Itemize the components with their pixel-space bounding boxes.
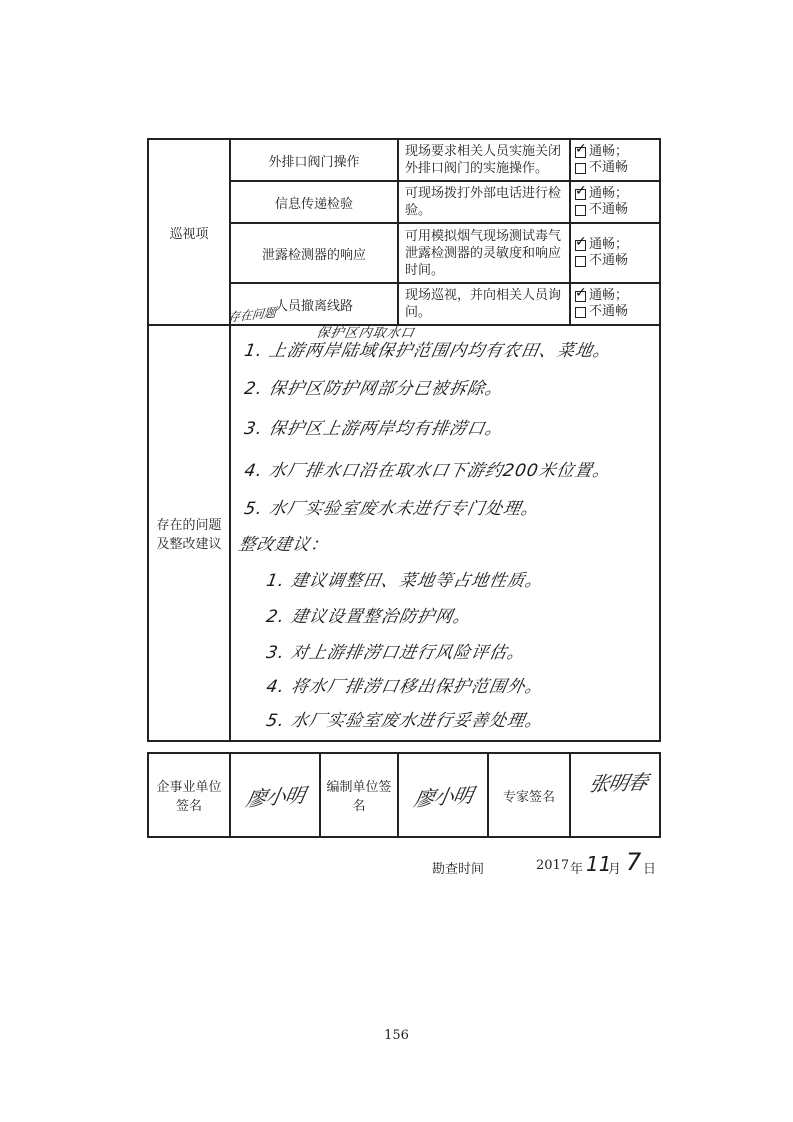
company-label-cell [148, 753, 230, 837]
inspection-desc: 现场巡视，并向相关人员询问。 [405, 288, 562, 320]
handwritten-line: 1. 上游两岸陆域保护范围内均有农田、菜地。 [242, 341, 613, 361]
date-year-unit: 年 [570, 862, 584, 877]
handwritten-overwrite: 存在问题 [227, 305, 277, 325]
status-option-blocked: 不通畅 [589, 304, 629, 319]
issues-row [148, 325, 660, 741]
company-signature: 廖小明 [243, 782, 306, 811]
expert-signature: 张明春 [586, 769, 649, 796]
status-option-smooth: 通畅； [589, 237, 629, 252]
checkbox-empty-icon [575, 205, 586, 216]
inspection-desc: 可现场拨打外部电话进行检验。 [405, 186, 562, 218]
status-option-blocked: 不通畅 [589, 160, 629, 175]
date-day: 7 [626, 848, 642, 876]
compiler-label-cell [320, 753, 398, 837]
issues-content-cell [230, 325, 660, 741]
date-month-unit: 月 [608, 862, 622, 877]
section-label: 巡视项 [169, 226, 209, 242]
company-signature-cell [230, 753, 320, 837]
compiler-signature: 廖小明 [411, 782, 474, 811]
checkbox-empty-icon [575, 163, 586, 174]
expert-signature-cell [570, 753, 660, 837]
compiler-label: 编制单位签 [326, 780, 392, 795]
checkbox-checked-icon [575, 147, 586, 158]
handwritten-line: 3. 保护区上游两岸均有排涝口。 [242, 419, 505, 439]
handwritten-line: 整改建议： [236, 535, 331, 555]
checkbox-checked-icon [575, 189, 586, 200]
handwritten-line: 5. 水厂实验室废水进行妥善处理。 [264, 711, 545, 731]
handwritten-line: 2. 保护区防护网部分已被拆除。 [242, 379, 505, 399]
handwritten-line: 3. 对上游排涝口进行风险评估。 [264, 643, 527, 663]
compiler-label: 名 [352, 799, 366, 814]
date-day-unit: 日 [643, 862, 657, 877]
status-option-smooth: 通畅； [589, 144, 629, 159]
handwritten-line: 4. 将水厂排涝口移出保护范围外。 [264, 677, 545, 697]
handwritten-line: 5. 水厂实验室废水未进行专门处理。 [242, 499, 541, 519]
compiler-signature-cell [398, 753, 488, 837]
checkbox-empty-icon [575, 307, 586, 318]
status-option-blocked: 不通畅 [589, 202, 629, 217]
issues-label-line: 存在的问题 [156, 518, 222, 533]
section-label-cell [148, 139, 230, 325]
checkbox-checked-icon [575, 291, 586, 302]
issues-label-cell [148, 325, 230, 741]
expert-label: 专家签名 [502, 789, 555, 805]
status-option-smooth: 通畅； [589, 288, 629, 303]
inspection-item: 外排口阀门操作 [268, 154, 360, 170]
status-option-smooth: 通畅； [589, 186, 629, 201]
inspection-desc: 可用模拟烟气现场测试毒气泄露检测器的灵敏度和响应时间。 [405, 228, 562, 278]
checkbox-empty-icon [575, 256, 586, 267]
handwritten-line: 1. 建议调整田、菜地等占地性质。 [264, 571, 545, 591]
date-label: 勘查时间 [432, 862, 485, 877]
date-year: 2017 [536, 858, 570, 873]
inspection-form-table [147, 138, 661, 742]
signature-row [148, 753, 660, 837]
page-number: 156 [384, 1028, 409, 1043]
inspection-item: 信息传递检验 [274, 196, 353, 212]
inspection-desc: 现场要求相关人员实施关闭外排口阀门的实施操作。 [405, 144, 562, 176]
issues-label-line: 及整改建议 [156, 537, 222, 552]
checkbox-checked-icon [575, 240, 586, 251]
handwritten-line: 4. 水厂排水口沿在取水口下游约200米位置。 [242, 461, 613, 481]
company-label: 签名 [175, 799, 202, 814]
handwritten-line: 2. 建议设置整治防护网。 [264, 607, 473, 627]
company-label: 企事业单位 [156, 780, 222, 795]
handwritten-line: 保护区内取水口 [315, 326, 416, 341]
inspection-item: 泄露检测器的响应 [261, 247, 366, 263]
survey-date [0, 848, 793, 888]
signature-table [147, 752, 661, 838]
inspection-row [148, 139, 660, 181]
status-option-blocked: 不通畅 [589, 253, 629, 268]
date-month: 11 [586, 852, 612, 876]
expert-label-cell [488, 753, 570, 837]
inspection-item: 人员撤离线路 [274, 298, 353, 314]
